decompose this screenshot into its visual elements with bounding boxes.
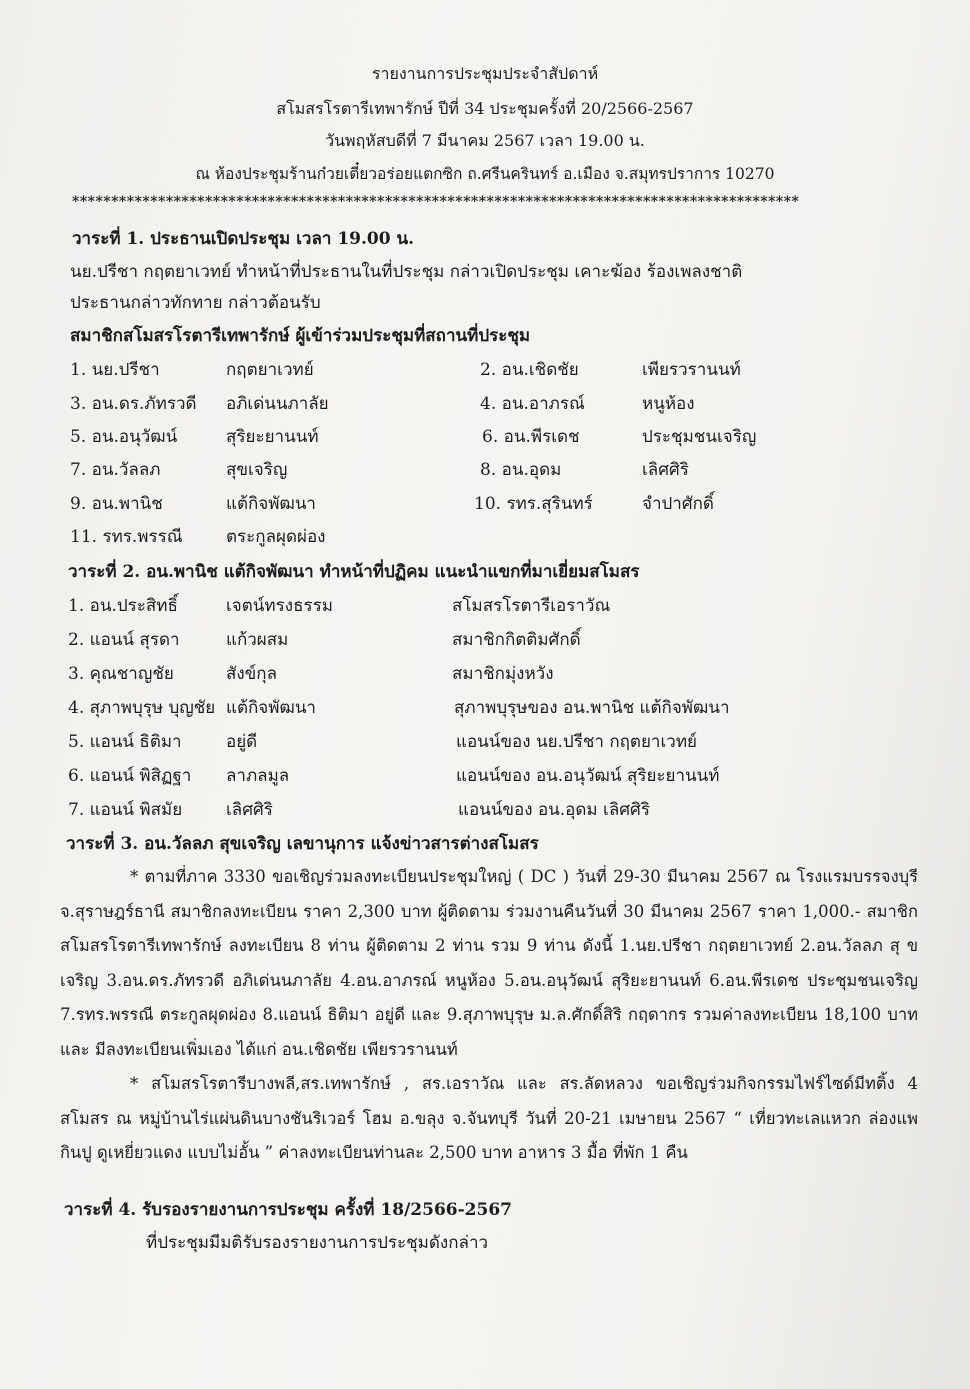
- guest-note: แอนน์ของ อน.อุดม เลิศศิริ: [458, 800, 650, 820]
- guest-surname: สังข์กุล: [226, 664, 278, 684]
- member-surname: ประชุมชนเจริญ: [642, 427, 757, 447]
- meeting-date-line: วันพฤหัสบดีที่ 7 มีนาคม 2567 เวลา 19.00 น.: [325, 131, 645, 150]
- guest-surname: อยู่ดี: [226, 732, 258, 752]
- member-surname: กฤตยาเวทย์: [226, 360, 314, 380]
- agenda-2-title: วาระที่ 2. อน.พานิช แต้กิจพัฒนา ทำหน้าที่ปฏิคม แนะนำแขกที่มาเยี่ยมสโมสร: [68, 562, 640, 582]
- guest-name: 5. แอนน์ ธิติมา: [68, 732, 182, 752]
- member-name: 10. รทร.สุรินทร์: [474, 494, 593, 514]
- guest-note: สมาชิกมุ่งหวัง: [452, 664, 554, 684]
- member-name: 2. อน.เชิดชัย: [480, 360, 579, 380]
- agenda-3-paragraph-1: * ตามที่ภาค 3330 ขอเชิญร่วมลงทะเบียนประชุมใหญ่ ( DC ) วันที่ 29-30 มีนาคม 2567 ณ โรงแรมบรรจงบุรี จ.สุราษฎร์ธานี สมาชิกลงทะเบียน ราคา 2,300 บาท ผู้ติดตาม ร่วมงานคืนวันที่ 30 มีนาคม 2567 ราคา 1,000.- สมาชิกสโมสรโรตารีเทพารักษ์ ลงทะเบียน 8 ท่าน ผู้ติดตาม 2 ท่าน รวม 9 ท่าน ดังนี้ 1.นย.ปรีชา กฤตยาเวทย์ 2.อน.วัลลภ สุ ขเจริญ 3.อน.ดร.ภัทรวดี อภิเด่นนภาลัย 4.อน.อาภรณ์ หนูห้อง 5.อน.อนุวัฒน์ สุริยะยานนท์ 6.อน.พีรเดช ประชุมชนเจริญ 7.รทร.พรรณี ตระกูลผุดผ่อง 8.แอนน์ ธิติมา อยู่ดี และ 9.สุภาพบุรุษ ม.ล.ศักดิ์สิริ กฤดากร รวมค่าลงทะเบียน 18,100 บาท และ มีลงทะเบียนเพิ่มเอง ได้แก่ อน.เชิดชัย เพียรวรานนท์: [60, 867, 918, 1059]
- agenda-4-line-1: ที่ประชุมมีมติรับรองรายงานการประชุมดังกล่าว: [146, 1233, 489, 1253]
- guest-note: สโมสรโรตารีเอราวัณ: [452, 596, 611, 616]
- guest-surname: เจตน์ทรงธรรม: [226, 596, 333, 616]
- agenda-3-title: วาระที่ 3. อน.วัลลภ สุขเจริญ เลขานุการ แจ้งข่าวสารต่างสโมสร: [66, 834, 539, 854]
- member-surname: แต้กิจพัฒนา: [226, 494, 316, 514]
- agenda-1-title: วาระที่ 1. ประธานเปิดประชุม เวลา 19.00 น.: [72, 229, 415, 249]
- member-name: 5. อน.อนุวัฒน์: [70, 427, 178, 447]
- guest-surname: เลิศศิริ: [226, 800, 273, 820]
- member-surname: เพียรวรานนท์: [642, 360, 741, 380]
- member-name: 6. อน.พีรเดช: [482, 427, 580, 447]
- report-title: รายงานการประชุมประจำสัปดาห์: [371, 64, 599, 83]
- member-name: 7. อน.วัลลภ: [70, 460, 161, 480]
- member-surname: อภิเด่นนภาลัย: [226, 394, 329, 414]
- member-surname: สุขเจริญ: [226, 460, 288, 480]
- member-surname: จำปาศักดิ์: [642, 494, 714, 514]
- member-name: 1. นย.ปรีชา: [70, 360, 160, 380]
- agenda-3-body: [60, 860, 918, 1171]
- member-name: 3. อน.ดร.ภัทรวดี: [70, 394, 197, 414]
- guest-name: 2. แอนน์ สุรดา: [68, 630, 180, 650]
- agenda-1-line-1: นย.ปรีชา กฤตยาเวทย์ ทำหน้าที่ประธานในที่ประชุม กล่าวเปิดประชุม เคาะฆ้อง ร้องเพลงชาติ: [70, 262, 743, 282]
- agenda-1-line-2: ประธานกล่าวทักทาย กล่าวต้อนรับ: [70, 293, 321, 313]
- member-name: 8. อน.อุดม: [480, 460, 562, 480]
- guest-name: 7. แอนน์ พิสมัย: [68, 800, 183, 820]
- guest-note: สมาชิกกิตติมศักดิ์: [452, 630, 581, 650]
- separator-line: *********************************************************************************************: [72, 194, 800, 210]
- member-surname: หนูห้อง: [642, 394, 695, 414]
- member-surname: ตระกูลผุดผ่อง: [226, 527, 326, 547]
- member-name: 4. อน.อาภรณ์: [480, 394, 585, 414]
- agenda-4-title: วาระที่ 4. รับรองรายงานการประชุม ครั้งที่ 18/2566-2567: [64, 1200, 512, 1220]
- member-surname: เลิศศิริ: [642, 460, 689, 480]
- guest-name: 6. แอนน์ พิสิฏฐา: [68, 766, 192, 786]
- guest-surname: ลาภลมูล: [226, 766, 290, 786]
- club-meeting-line: สโมสรโรตารีเทพารักษ์ ปีที่ 34 ประชุมครั้งที่ 20/2566-2567: [276, 99, 694, 118]
- guest-note: สุภาพบุรุษของ อน.พานิช แต้กิจพัฒนา: [454, 698, 730, 718]
- member-surname: สุริยะยานนท์: [226, 427, 319, 447]
- meeting-venue-line: ณ ห้องประชุมร้านก๋วยเตี๋ยวอร่อยแตกซิก ถ.ศรีนครินทร์ อ.เมือง จ.สมุทรปราการ 10270: [195, 165, 775, 183]
- guest-surname: แต้กิจพัฒนา: [226, 698, 316, 718]
- member-name: 11. รทร.พรรณี: [70, 527, 183, 547]
- guest-surname: แก้วผสม: [226, 630, 289, 650]
- member-name: 9. อน.พานิช: [70, 494, 163, 514]
- guest-name: 1. อน.ประสิทธิ์: [68, 596, 178, 616]
- guest-name: 4. สุภาพบุรุษ บุญชัย: [68, 698, 216, 718]
- guest-name: 3. คุณชาญชัย: [68, 664, 174, 684]
- agenda-3-paragraph-2: * สโมสรโรตารีบางพลี,สร.เทพารักษ์ , สร.เอราวัณ และ สร.ลัดหลวง ขอเชิญร่วมกิจกรรมไฟร์ไซด์มีทติ้ง 4 สโมสร ณ หมู่บ้านไร่แผ่นดินบางชันริเวอร์ โฮม อ.ขลุง จ.จันทบุรี วันที่ 20-21 เมษายน 2567 “ เที่ยวทะเลแหวก ล่องแพ กินปู ดูเหยี่ยวแดง แบบไม่อั้น ” ค่าลงทะเบียนท่านละ 2,500 บาท อาหาร 3 มื้อ ที่พัก 1 คืน: [60, 1074, 918, 1162]
- guest-note: แอนน์ของ นย.ปรีชา กฤตยาเวทย์: [456, 732, 697, 752]
- members-heading: สมาชิกสโมสรโรตารีเทพารักษ์ ผู้เข้าร่วมประชุมที่สถานที่ประชุม: [70, 326, 531, 346]
- guest-note: แอนน์ของ อน.อนุวัฒน์ สุริยะยานนท์: [456, 766, 720, 786]
